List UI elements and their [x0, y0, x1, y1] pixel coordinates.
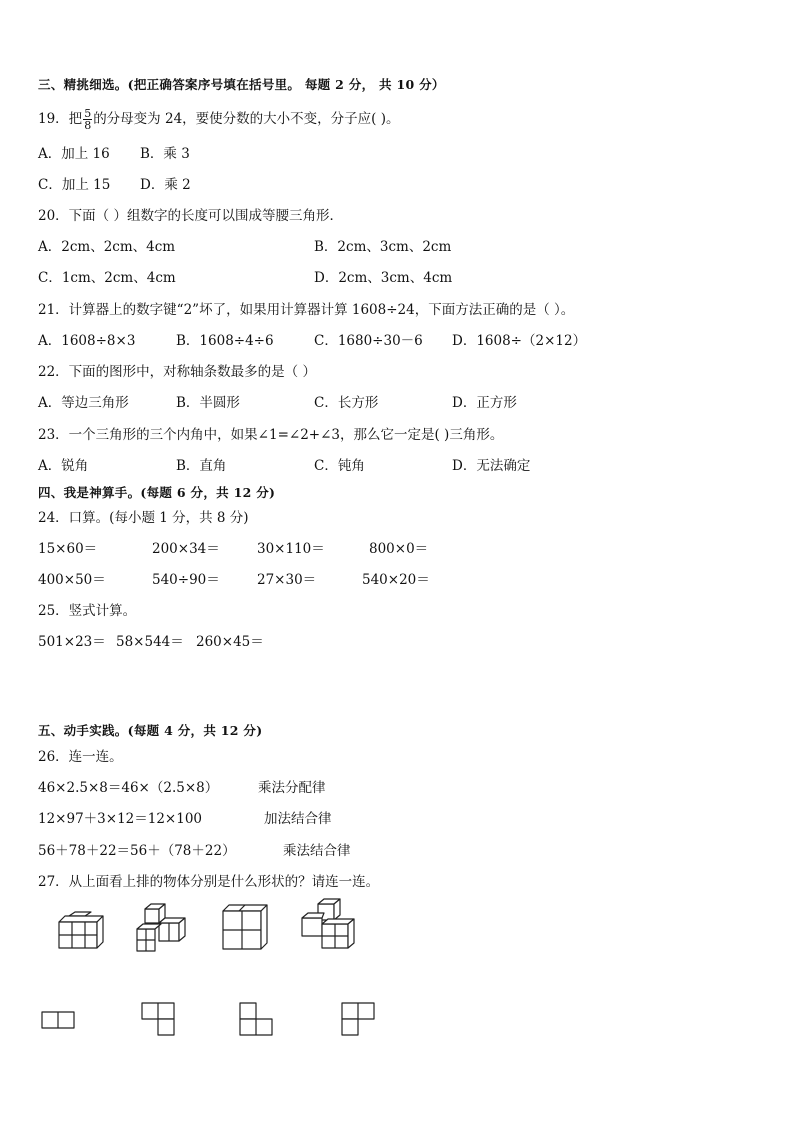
q24-item: 15×60＝: [38, 541, 98, 557]
q26-expr-3: 56＋78＋22＝56＋（78＋22）: [38, 843, 236, 859]
q19-stem: 19．把 $\frac{5}{8}$ 的分母变为 24，要使分数的大小不变，分子应( )。: [38, 107, 400, 132]
q20-option-c: C．1cm、2cm、4cm: [38, 270, 176, 286]
q20-option-a: A．2cm、2cm、4cm: [38, 239, 176, 255]
q26-law-1: 乘法分配律: [258, 780, 326, 796]
q25-item: 501×23＝: [38, 634, 106, 650]
q23-option-a: A．锐角: [38, 458, 89, 474]
q21-option-c: C．1680÷30－6: [314, 333, 423, 349]
q25-item: 58×544＝: [116, 634, 184, 650]
cube-stack-figure-1: [55, 912, 105, 952]
q22-option-b: B．半圆形: [176, 395, 240, 411]
q22-stem: 22．下面的图形中，对称轴条数最多的是（ ）: [38, 364, 316, 380]
q24-item: 800×0＝: [369, 541, 429, 557]
q22-option-d: D．正方形: [452, 395, 517, 411]
q26-law-3: 乘法结合律: [283, 843, 351, 859]
q21-option-a: A．1608÷8×3: [38, 333, 136, 349]
top-view-shape-4: [340, 1001, 380, 1037]
q27-stem: 27．从上面看上排的物体分别是什么形状的？请连一连。: [38, 874, 380, 890]
cube-stack-figure-4: [298, 898, 356, 954]
q23-option-d: D．无法确定: [452, 458, 531, 474]
q22-option-a: A．等边三角形: [38, 395, 129, 411]
q21-option-d: D．1608÷（2×12）: [452, 333, 587, 349]
q24-item: 540÷90＝: [152, 572, 220, 588]
q26-law-2: 加法结合律: [264, 811, 332, 827]
q24-item: 400×50＝: [38, 572, 106, 588]
q23-stem: 23．一个三角形的三个内角中，如果∠1=∠2+∠3，那么它一定是( )三角形。: [38, 427, 504, 443]
top-view-shape-1: [41, 1010, 77, 1030]
q23-option-c: C．钝角: [314, 458, 365, 474]
q26-expr-2: 12×97＋3×12＝12×100: [38, 811, 203, 827]
top-view-shape-3: [238, 1001, 278, 1037]
q20-option-b: B．2cm、3cm、2cm: [314, 239, 452, 255]
q19-option-a: A．加上 16: [38, 146, 110, 162]
q26-stem: 26．连一连。: [38, 749, 123, 765]
q24-item: 27×30＝: [257, 572, 317, 588]
q19-option-d: D．乘 2: [140, 177, 191, 193]
q24-item: 540×20＝: [362, 572, 430, 588]
section3-heading: 三、精挑细选。(把正确答案序号填在括号里。 每题 2 分， 共 10 分）: [38, 77, 445, 92]
q25-item: 260×45＝: [196, 634, 264, 650]
section4-heading: 四、我是神算手。(每题 6 分，共 12 分): [38, 485, 276, 500]
cube-stack-figure-2: [133, 903, 189, 955]
q21-stem: 21．计算器上的数字键“2”坏了，如果用计算器计算 1608÷24，下面方法正确的是（ ）。: [38, 302, 575, 318]
section5-heading: 五、动手实践。(每题 4 分，共 12 分): [38, 723, 263, 738]
q26-expr-1: 46×2.5×8＝46×（2.5×8）: [38, 780, 219, 796]
cube-stack-figure-3: [219, 903, 271, 953]
q21-option-b: B．1608÷4÷6: [176, 333, 274, 349]
q24-stem: 24．口算。(每小题 1 分，共 8 分): [38, 510, 249, 526]
q20-option-d: D．2cm、3cm、4cm: [314, 270, 453, 286]
top-view-shape-2: [140, 1001, 180, 1037]
q19-option-b: B．乘 3: [140, 146, 190, 162]
q24-item: 200×34＝: [152, 541, 220, 557]
q19-option-c: C．加上 15: [38, 177, 111, 193]
q20-stem: 20．下面（ ）组数字的长度可以围成等腰三角形．: [38, 208, 343, 224]
q24-item: 30×110＝: [257, 541, 325, 557]
q22-option-c: C．长方形: [314, 395, 379, 411]
q25-stem: 25．竖式计算。: [38, 603, 137, 619]
q23-option-b: B．直角: [176, 458, 227, 474]
fraction-five-eighths: $\frac{5}{8}$: [84, 107, 92, 132]
